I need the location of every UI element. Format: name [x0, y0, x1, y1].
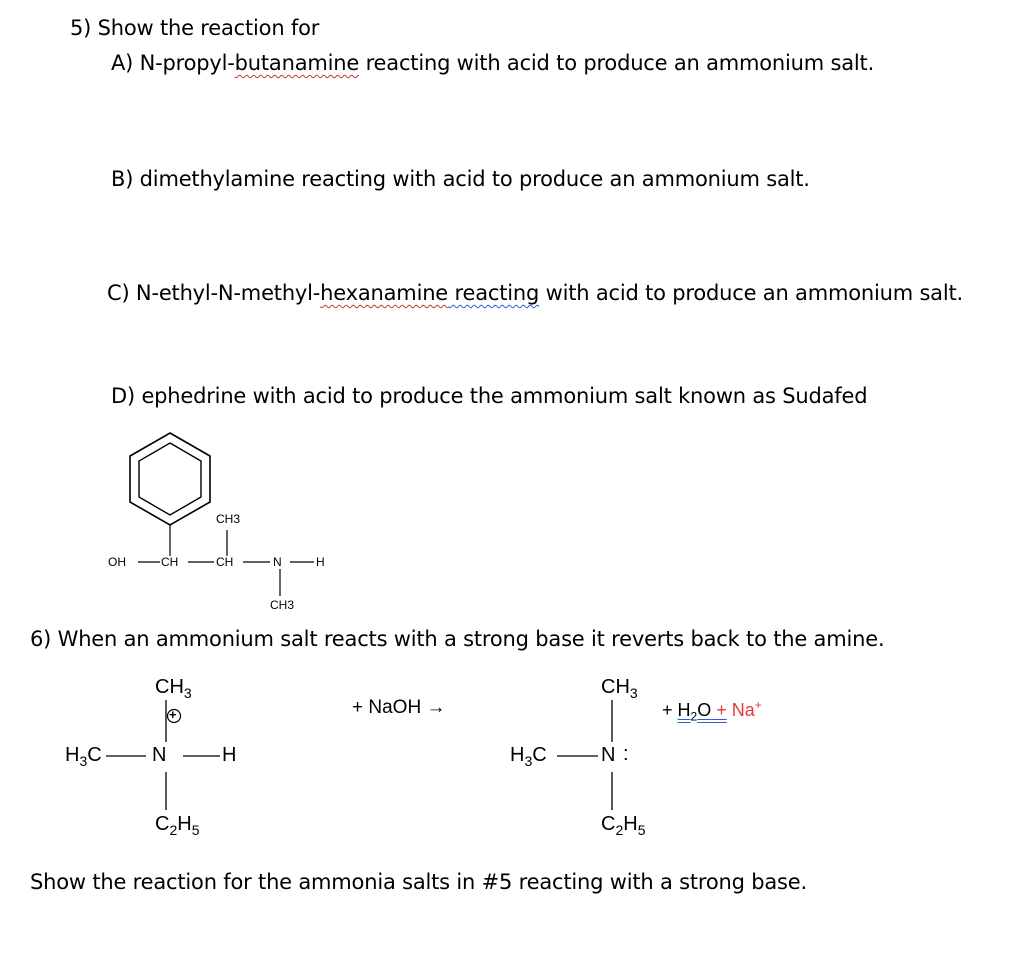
reactant-n: N [152, 744, 167, 766]
plus-naoh-arrow: + NaOH → [352, 697, 446, 718]
product-h3c: $H_3C$ [510, 744, 547, 769]
question-5a-suffix: reacting with acid to produce an ammonium salt. [359, 51, 875, 75]
question-5-heading: 5) Show the reaction for [70, 16, 320, 40]
question-5a-underlined: butanamine [234, 51, 360, 75]
byproducts: + $H_2O + Na^+$ [662, 698, 762, 724]
question-6-footer: Show the reaction for the ammonia salts in #5 reacting with a strong base. [30, 870, 807, 894]
ephedrine-ch3-top: CH3 [216, 512, 241, 526]
ephedrine-ch-2: CH [216, 555, 234, 569]
question-6-heading: 6) When an ammonium salt reacts with a strong base it reverts back to the amine. [30, 627, 885, 651]
ephedrine-ch-1: CH [161, 555, 179, 569]
water-formula: $H_2O$ + [677, 700, 727, 724]
question-5c-underlined-2: reacting [448, 281, 540, 305]
product-n: N [601, 744, 616, 766]
byproduct-plus-1: + [662, 700, 678, 720]
reactant-charge: + [169, 707, 177, 722]
question-5d: D) ephedrine with acid to produce the ammonium salt known as Sudafed [111, 384, 868, 408]
question-5c-suffix: with acid to produce an ammonium salt. [539, 281, 963, 305]
ephedrine-oh: OH [108, 555, 126, 569]
question-5c-prefix: C) N-ethyl-N-methyl- [107, 281, 321, 305]
ephedrine-h: H [316, 555, 325, 569]
product-ch3: $CH_3$ [601, 676, 638, 701]
product-c2h5: $C_2H_5$ [601, 813, 646, 838]
reactant-h3c: $H_3C$ [65, 744, 102, 769]
product-lone-pair: : [623, 743, 629, 765]
reactant-h: H [222, 744, 237, 766]
question-5b: B) dimethylamine reacting with acid to produce an ammonium salt. [111, 167, 810, 191]
question-5c-underlined-1: hexanamine [320, 281, 449, 305]
ephedrine-n: N [273, 555, 282, 569]
question-5a-prefix: A) N-propyl- [111, 51, 235, 75]
reactant-ch3: $CH_3$ [155, 676, 192, 701]
reactant-c2h5: $C_2H_5$ [155, 813, 200, 838]
ephedrine-ch3-bottom: CH3 [270, 598, 295, 612]
